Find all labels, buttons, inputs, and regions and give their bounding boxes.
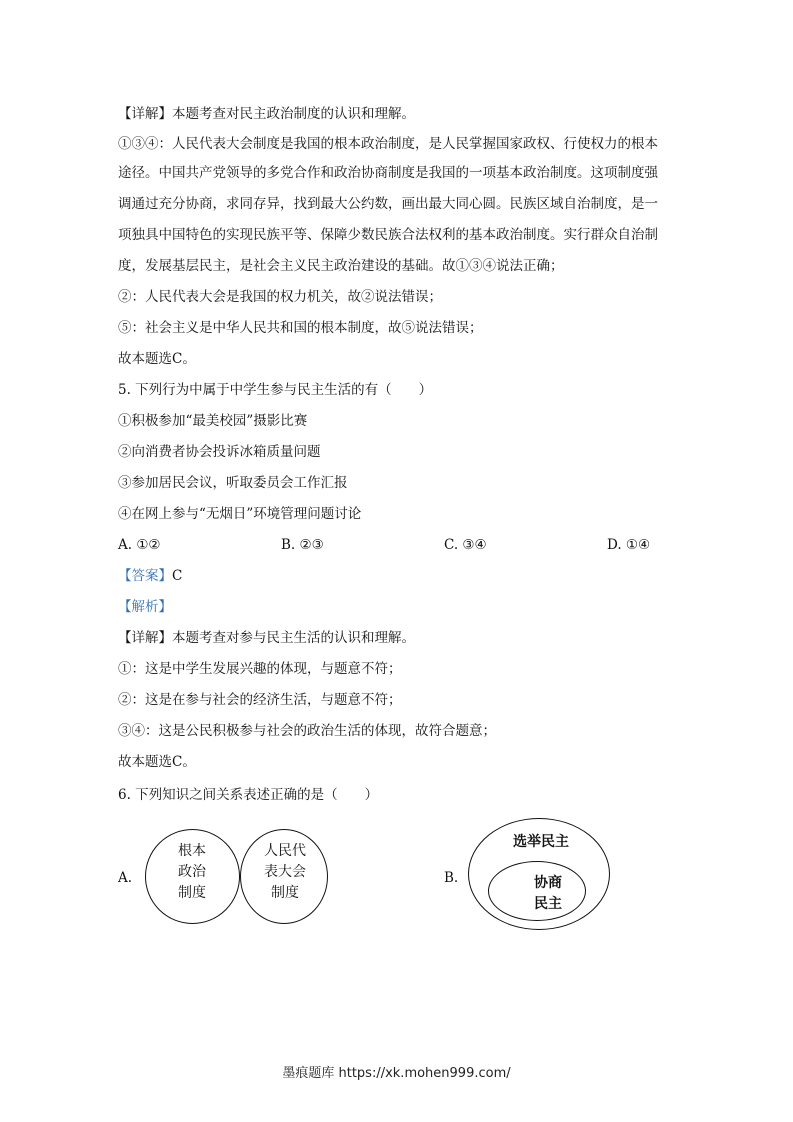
q5-item-3: ③参加居民会议，听取委员会工作汇报 [118,475,348,491]
q5-item-4: ④在网上参与“无烟日”环境管理问题讨论 [118,506,362,522]
q5-stem: 5. 下列行为中属于中学生参与民主生活的有（ ） [118,382,433,398]
q5-option-d: D. ①④ [607,537,651,553]
detail-heading-text: 本题考查对参与民主生活的认识和理解。 [172,630,415,646]
footer-watermark: 墨痕题库 https://xk.mohen999.com/ [282,1066,511,1081]
q5-detail-heading [118,628,415,648]
answer-value: C [172,568,183,584]
q6-a-left-label: 根本 政治 制度 [178,843,206,901]
detail-bracket: 【详解】 [118,630,172,646]
q5-item-2: ②向消费者协会投诉冰箱质量问题 [118,444,321,460]
q5-detail-2: ②：这是在参与社会的经济生活，与题意不符； [118,692,402,708]
q5-options [118,535,678,555]
q6-option-a-label: A. [118,870,133,886]
q5-answer [118,566,182,586]
q6-option-b-label: B. [444,870,459,886]
q4-line-3: 调通过充分协商，求同存异，找到最大公约数，画出最大同心圆。民族区域自治制度，是一 [118,196,658,212]
q5-option-c: C. ③④ [444,537,487,553]
q6-a-right-label: 人民代 表大会 制度 [264,843,306,901]
q4-line-5: 度，发展基层民主，是社会主义民主政治建设的基础。故①③④说法正确； [118,258,564,274]
q5-analysis-label: 【解析】 [118,599,172,615]
q4-line-6: ②：人民代表大会是我国的权力机关，故②说法错误； [118,289,442,305]
q6-b-outer-label: 选举民主 [513,834,569,850]
q4-line-8: 故本题选C。 [118,351,196,367]
detail-bracket: 【详解】 [118,106,172,122]
q5-detail-1: ①：这是中学生发展兴趣的体现，与题意不符； [118,661,402,677]
q4-line-4: 项独具中国特色的实现民族平等、保障少数民族合法权利的基本政治制度。实行群众自治制 [118,227,658,243]
q4-line-7: ⑤：社会主义是中华人民共和国的根本制度，故⑤说法错误； [118,320,483,336]
q4-detail-heading [118,104,415,124]
q6-stem: 6. 下列知识之间关系表述正确的是（ ） [118,787,379,803]
q5-option-a: A. ①② [118,537,161,553]
q5-item-1: ①积极参加“最美校园”摄影比赛 [118,413,308,429]
q4-line-1: ①③④：人民代表大会制度是我国的根本政治制度，是人民掌握国家政权、行使权力的根本 [118,136,658,152]
q4-line-2: 途径。中国共产党领导的多党合作和政治协商制度是我国的一项基本政治制度。这项制度强 [118,165,658,181]
q6-b-inner-label: 协商 民主 [534,875,562,912]
q5-option-b: B. ②③ [281,537,324,553]
q5-detail-3: ③④：这是公民积极参与社会的政治生活的体现，故符合题意； [118,723,496,739]
answer-label: 【答案】 [118,568,172,584]
q5-detail-4: 故本题选C。 [118,754,196,770]
detail-heading-text: 本题考查对民主政治制度的认识和理解。 [172,106,415,122]
